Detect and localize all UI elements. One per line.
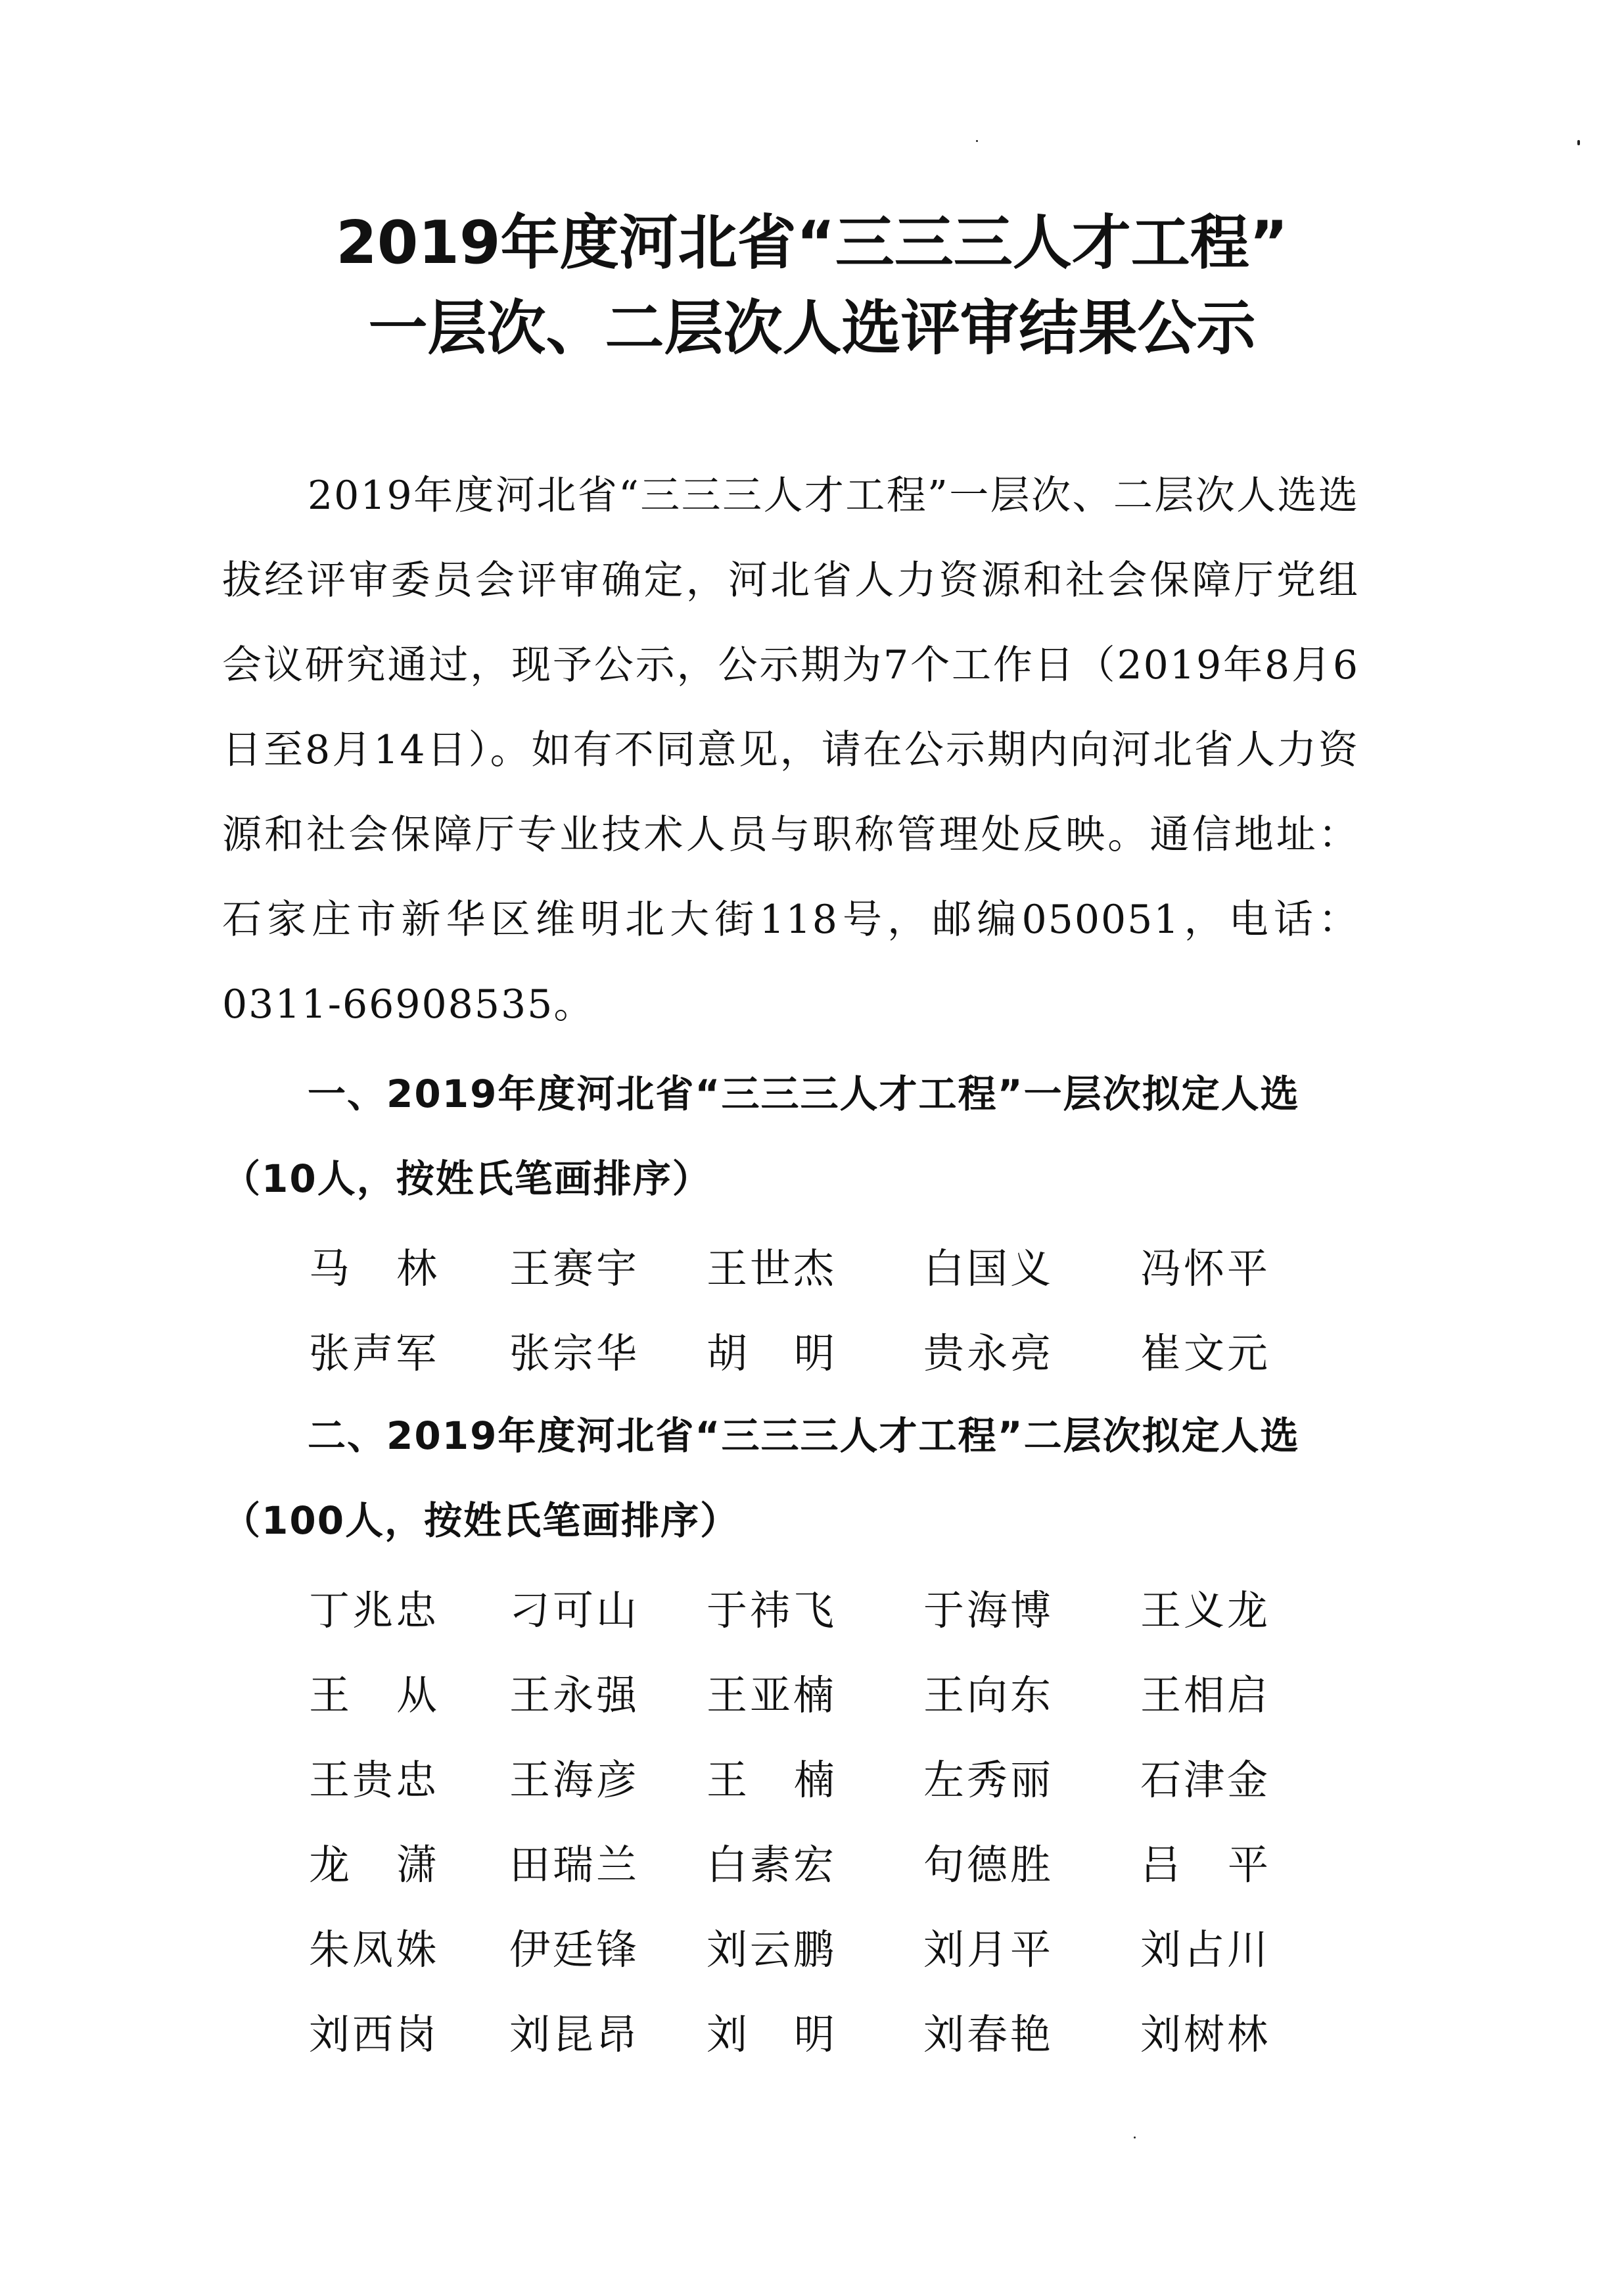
person-name: 王海彦 xyxy=(509,1756,640,1804)
person-name: 刘云鹏 xyxy=(707,1925,837,1973)
person-name: 王赛宇 xyxy=(509,1244,640,1292)
document-title-line-2: 一层次、二层次人选评审结果公示 xyxy=(368,294,1256,363)
person-name: 句德胜 xyxy=(923,1841,1054,1889)
person-name: 王义龙 xyxy=(1140,1586,1271,1634)
name-row xyxy=(309,1819,1334,1904)
person-name: 王 从 xyxy=(309,1671,437,1719)
person-name: 王 楠 xyxy=(707,1756,835,1804)
person-name: 龙 潇 xyxy=(309,1841,437,1889)
intro-paragraph: 2019年度河北省“三三三人才工程”一层次、二层次人选选拔经评审委员会评审确定，河北省人力资源和社会保障厅党组会议研究通过，现予公示，公示期为7个工作日（2019年8月6日至8月14日）。如有不同意见，请在公示期内向河北省人力资源和社会保障厅专业技术人员与职称管理处反映。通信地址：石家庄市新华区维明北大街118号，邮编050051，电话：0311-66908535。 xyxy=(222,473,1359,1027)
person-name: 丁兆忠 xyxy=(309,1586,440,1634)
name-row xyxy=(309,1649,1334,1734)
person-name: 王向东 xyxy=(923,1671,1054,1719)
person-name: 王世杰 xyxy=(707,1244,837,1292)
name-row xyxy=(309,1989,1334,2073)
person-name: 刘西岗 xyxy=(309,2010,440,2058)
section-1-heading: 一、2019年度河北省“三三三人才工程”一层次拟定人选（10人，按姓氏笔画排序） xyxy=(222,1072,1300,1201)
person-name: 贵永亮 xyxy=(923,1329,1054,1377)
person-name: 于祎飞 xyxy=(707,1586,837,1634)
name-row xyxy=(309,1565,1334,1649)
person-name: 石津金 xyxy=(1140,1756,1271,1804)
person-name: 胡 明 xyxy=(707,1329,835,1377)
person-name: 马 林 xyxy=(309,1244,437,1292)
person-name: 于海博 xyxy=(923,1586,1054,1634)
person-name: 冯怀平 xyxy=(1140,1244,1271,1292)
person-name: 朱凤姝 xyxy=(309,1925,440,1973)
person-name: 张声军 xyxy=(309,1329,440,1377)
section-2-heading: 二、2019年度河北省“三三三人才工程”二层次拟定人选（100人，按姓氏笔画排序） xyxy=(222,1413,1300,1543)
person-name: 田瑞兰 xyxy=(509,1841,640,1889)
name-row xyxy=(309,1223,1334,1308)
section-1-name-list xyxy=(309,1223,1334,1392)
section-2-name-list xyxy=(309,1565,1334,2073)
person-name: 刘 明 xyxy=(707,2010,835,2058)
person-name: 张宗华 xyxy=(509,1329,640,1377)
name-row xyxy=(309,1734,1334,1819)
person-name: 白素宏 xyxy=(707,1841,837,1889)
person-name: 崔文元 xyxy=(1140,1329,1271,1377)
person-name: 刘月平 xyxy=(923,1925,1054,1973)
name-row xyxy=(309,1904,1334,1989)
name-row xyxy=(309,1308,1334,1392)
person-name: 刘树林 xyxy=(1140,2010,1271,2058)
person-name: 王贵忠 xyxy=(309,1756,440,1804)
person-name: 刁可山 xyxy=(509,1586,640,1634)
document-title-line-1: 2019年度河北省“三三三人才工程” xyxy=(336,208,1288,277)
person-name: 王亚楠 xyxy=(707,1671,837,1719)
person-name: 刘春艳 xyxy=(923,2010,1054,2058)
person-name: 伊廷锋 xyxy=(509,1925,640,1973)
scan-speck xyxy=(1134,2137,1136,2138)
person-name: 白国义 xyxy=(923,1244,1054,1292)
person-name: 王相启 xyxy=(1140,1671,1271,1719)
scan-speck xyxy=(976,140,978,142)
person-name: 刘昆昂 xyxy=(509,2010,640,2058)
person-name: 王永强 xyxy=(509,1671,640,1719)
person-name: 吕 平 xyxy=(1140,1841,1268,1889)
person-name: 刘占川 xyxy=(1140,1925,1271,1973)
person-name: 左秀丽 xyxy=(923,1756,1054,1804)
scan-speck xyxy=(1577,140,1580,145)
